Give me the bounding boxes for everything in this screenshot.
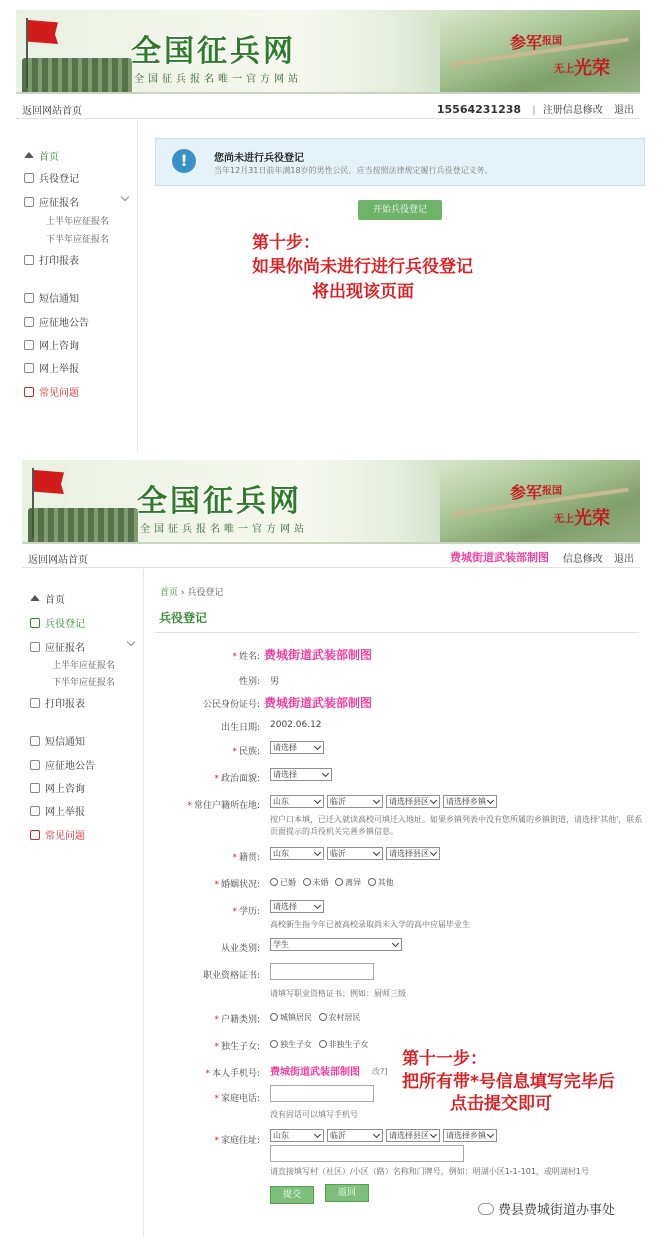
notice-icon (24, 317, 34, 327)
residence-label: * 常住户籍所在地: (187, 801, 260, 811)
only-child-radio-group: 独生子女 非独生子女 (266, 1039, 369, 1050)
edit-info-link[interactable]: 注册信息修改 (542, 105, 603, 116)
site-banner (16, 10, 640, 94)
site-title: 全国征兵网 (131, 34, 296, 69)
top-bar (16, 97, 640, 119)
sidebar-item-apply[interactable] (24, 194, 79, 209)
home-phone-input[interactable] (270, 1085, 374, 1102)
only-child-radio-no[interactable] (319, 1040, 327, 1048)
sidebar-item-label: 首页 (39, 152, 59, 163)
watermark (478, 1199, 615, 1218)
marital-label: * 婚姻状况: (214, 880, 260, 890)
annotation-step10-line3: 将出现该页面 (312, 282, 414, 302)
sidebar-item-report[interactable] (24, 360, 79, 375)
chat-icon (30, 783, 40, 793)
site-banner (22, 460, 640, 544)
sidebar-item-consult[interactable] (30, 780, 85, 795)
message-icon (30, 736, 40, 746)
separator: | (532, 105, 536, 116)
mobile-label: * 本人手机号: (205, 1069, 260, 1079)
sidebar (16, 120, 138, 452)
breadcrumb-current: 兵役登记 (187, 588, 224, 598)
screenshot-1 (0, 0, 666, 452)
message-icon (24, 293, 34, 303)
occupation-label: 从业类别: (220, 944, 260, 954)
site-subtitle: 全国征兵报名唯一官方网站 (140, 524, 308, 535)
sidebar-item-label: 应征报名 (45, 643, 85, 654)
back-to-home-link[interactable]: 返回网站首页 (28, 555, 88, 566)
gender-value: 男 (270, 677, 280, 687)
breadcrumb-separator: › (180, 588, 185, 598)
hukou-label: * 户籍类别: (214, 1015, 260, 1025)
address-district-select[interactable]: 请选择县区 (386, 1129, 440, 1142)
sidebar-item-label: 首页 (45, 595, 65, 606)
sidebar-item-label: 网上咨询 (45, 784, 85, 795)
breadcrumb (160, 585, 223, 598)
sidebar-item-label: 网上举报 (45, 807, 85, 818)
register-icon (30, 618, 40, 628)
annotation-step10-title: 第十步： (252, 233, 320, 253)
slogan-c: 无上 (554, 514, 574, 525)
flag-icon (28, 20, 58, 44)
top-bar (22, 546, 640, 568)
sidebar-sub-apply-h1[interactable]: 上半年应征报名 (46, 217, 110, 227)
gender-label: 性别: (238, 677, 260, 687)
sidebar-item-label: 网上咨询 (39, 341, 79, 352)
annotation-step10-line2: 如果你尚未进行进行兵役登记 (252, 257, 473, 277)
sidebar-item-notice[interactable] (30, 757, 95, 772)
address-town-select[interactable]: 请选择乡镇 (443, 1129, 497, 1142)
only-child-radio-yes[interactable] (270, 1040, 278, 1048)
hukou-radio-rural[interactable] (319, 1013, 327, 1021)
slogan-c: 无上 (554, 64, 574, 75)
sidebar-item-label: 短信通知 (45, 737, 85, 748)
slogan-d: 光荣 (574, 508, 610, 529)
sidebar-item-consult[interactable] (24, 337, 79, 352)
native-province-select[interactable]: 山东 (270, 847, 324, 860)
sidebar-item-faq[interactable] (24, 384, 79, 399)
marital-radio-other[interactable] (368, 878, 376, 886)
sidebar-sub-apply-h2[interactable]: 下半年应征报名 (52, 678, 116, 688)
site-title: 全国征兵网 (137, 484, 302, 519)
only-child-label: * 独生子女: (214, 1042, 260, 1052)
topbar-overlay-text: 费城街道武装部制图 (450, 551, 549, 564)
native-district-select[interactable]: 请选择县区 (386, 847, 440, 860)
occupation-select[interactable]: 学生 (270, 938, 402, 951)
id-label: 公民身份证号: (202, 700, 260, 710)
certificate-label: 职业资格证书: (202, 971, 260, 981)
marital-radio-divorced[interactable] (335, 878, 343, 886)
sidebar-item-print[interactable] (30, 695, 85, 710)
hukou-radio-group: 城镇居民 农村居民 (266, 1012, 361, 1023)
soldiers-image (28, 508, 138, 542)
sidebar-item-label: 兵役登记 (39, 174, 79, 185)
address-hint: 请直接填写村（社区）/小区（路）名称和门牌号，例如：明湖小区1-1-101，或明湖村1号 (270, 1167, 590, 1176)
education-select[interactable]: 请选择 (270, 900, 324, 913)
marital-radio-married[interactable] (270, 878, 278, 886)
question-icon (24, 387, 34, 397)
home-phone-hint: 没有固话可以填写手机号 (270, 1110, 358, 1119)
residence-hint-2: 页面提示的兵役机关完善乡镇信息。 (270, 827, 398, 836)
list-icon (24, 197, 34, 207)
sidebar-item-label: 应征地公告 (39, 318, 89, 329)
sidebar-item-register[interactable] (24, 170, 79, 185)
sidebar-item-label: 应征报名 (39, 198, 79, 209)
submit-button[interactable]: 提交 (270, 1186, 314, 1204)
residence-town-select[interactable]: 请选择乡镇 (443, 795, 497, 808)
sidebar-item-label: 常见问题 (39, 388, 79, 399)
sidebar-sub-apply-h1[interactable]: 上半年应征报名 (52, 661, 116, 671)
alert-title: 您尚未进行兵役登记 (214, 153, 304, 164)
birth-value: 2002.06.12 (270, 720, 322, 730)
page-title: 兵役登记 (159, 611, 208, 625)
printer-icon (24, 255, 34, 265)
mail-icon (24, 363, 34, 373)
education-label: * 学历: (232, 907, 260, 917)
chevron-down-icon[interactable] (127, 638, 135, 646)
back-to-home-link[interactable]: 返回网站首页 (22, 106, 82, 117)
screenshot-2 (0, 457, 666, 1237)
education-hint: 高校新生指今年已被高校录取尚未入学的高中应届毕业生 (270, 920, 470, 929)
site-subtitle: 全国征兵报名唯一官方网站 (134, 74, 302, 85)
sidebar (22, 569, 144, 1237)
residence-city-select[interactable]: 临沂 (327, 795, 383, 808)
name-label: * 姓名: (232, 652, 260, 662)
register-icon (24, 173, 34, 183)
slogan-a: 参军 (509, 483, 542, 502)
residence-hint-1: 按户口本填，已迁入就读高校可填迁入地址。如果乡镇列表中没有您所属的乡镇街道，请选择'其他'，联系 (270, 815, 643, 824)
sidebar-item-home[interactable] (24, 148, 59, 163)
logout-link[interactable]: 退出 (614, 105, 634, 116)
registration-alert (155, 138, 645, 186)
mail-icon (30, 806, 40, 816)
sidebar-item-label: 应征地公告 (45, 761, 95, 772)
residence-district-select[interactable]: 请选择县区 (386, 795, 440, 808)
annotation-step11-line3: 点击提交即可 (450, 1094, 552, 1114)
address-province-select[interactable]: 山东 (270, 1129, 324, 1142)
political-label: * 政治面貌: (214, 774, 260, 784)
residence-province-select[interactable]: 山东 (270, 795, 324, 808)
user-links (437, 101, 634, 116)
slogan-b: 报国 (542, 486, 562, 497)
watermark-text: 费县费城街道办事处 (498, 1203, 616, 1218)
flag-icon (34, 470, 64, 494)
breadcrumb-home[interactable]: 首页 (160, 588, 179, 598)
mobile-value: 费城街道武装部制图 (270, 1067, 360, 1078)
notice-icon (30, 760, 40, 770)
ethnic-select[interactable]: 请选择 (270, 741, 324, 754)
logout-link[interactable]: 退出 (614, 554, 634, 565)
home-icon (30, 595, 40, 601)
name-value: 费城街道武装部制图 (264, 648, 373, 662)
certificate-input[interactable] (270, 963, 374, 980)
birth-label: 出生日期: (220, 723, 260, 733)
list-icon (30, 642, 40, 652)
wechat-icon (478, 1203, 494, 1215)
slogan-b: 报国 (542, 36, 562, 47)
sidebar-item-faq[interactable] (30, 827, 85, 842)
ethnic-label: * 民族: (232, 747, 260, 757)
sidebar-item-label: 短信通知 (39, 294, 79, 305)
native-label: * 籍贯: (232, 853, 260, 863)
home-phone-label: * 家庭电话: (214, 1094, 260, 1104)
sidebar-item-label: 常见问题 (45, 831, 85, 842)
chevron-down-icon[interactable] (121, 193, 129, 201)
annotation-step11-line2: 把所有带*号信息填写完毕后 (402, 1072, 615, 1092)
home-icon (24, 152, 34, 158)
back-button[interactable]: 返回 (325, 1184, 369, 1202)
chat-icon (24, 340, 34, 350)
address-city-select[interactable]: 临沂 (327, 1129, 383, 1142)
political-select[interactable]: 请选择 (270, 768, 332, 781)
annotation-step11-title: 第十一步： (402, 1049, 487, 1069)
slogan-a: 参军 (509, 33, 542, 52)
sidebar-item-label: 网上举报 (39, 364, 79, 375)
sidebar-item-apply[interactable] (30, 639, 85, 654)
sidebar-item-print[interactable] (24, 252, 79, 267)
edit-info-link[interactable]: 信息修改 (562, 554, 603, 565)
slogan-d: 光荣 (574, 58, 610, 79)
sidebar-item-home[interactable] (30, 591, 65, 606)
user-phone: 15564231238 (436, 103, 522, 116)
id-value: 费城街道武装部制图 (264, 696, 373, 710)
sidebar-item-label: 打印报表 (39, 256, 79, 267)
marital-radio-group: 已婚 未婚 离异 其他 (266, 877, 394, 888)
sidebar-sub-apply-h2[interactable]: 下半年应征报名 (46, 235, 110, 245)
sidebar-item-label: 兵役登记 (45, 619, 85, 630)
alert-text: 当年12月31日前年满18岁的男性公民，应当按照法律规定履行兵役登记义务。 (214, 166, 493, 175)
sidebar-item-notice[interactable] (24, 314, 89, 329)
info-icon: ! (172, 149, 196, 173)
sidebar-item-label: 打印报表 (45, 699, 85, 710)
sidebar-item-sms[interactable] (24, 290, 79, 305)
printer-icon (30, 698, 40, 708)
user-links (563, 550, 634, 565)
certificate-hint: 请填写职业资格证书；例如：厨师三级 (270, 989, 406, 998)
mobile-edit-link[interactable]: 改?] (372, 1067, 388, 1076)
native-city-select[interactable]: 临沂 (327, 847, 383, 860)
sidebar-item-report[interactable] (30, 803, 85, 818)
sidebar-item-register[interactable] (30, 615, 85, 630)
address-input[interactable] (270, 1145, 464, 1162)
soldiers-image (22, 58, 132, 92)
sidebar-item-sms[interactable] (30, 733, 85, 748)
hukou-radio-urban[interactable] (270, 1013, 278, 1021)
title-divider (155, 632, 639, 633)
address-label: * 家庭住址: (214, 1136, 260, 1146)
start-registration-button[interactable]: 开始兵役登记 (358, 200, 442, 220)
question-icon (30, 830, 40, 840)
marital-radio-single[interactable] (303, 878, 311, 886)
